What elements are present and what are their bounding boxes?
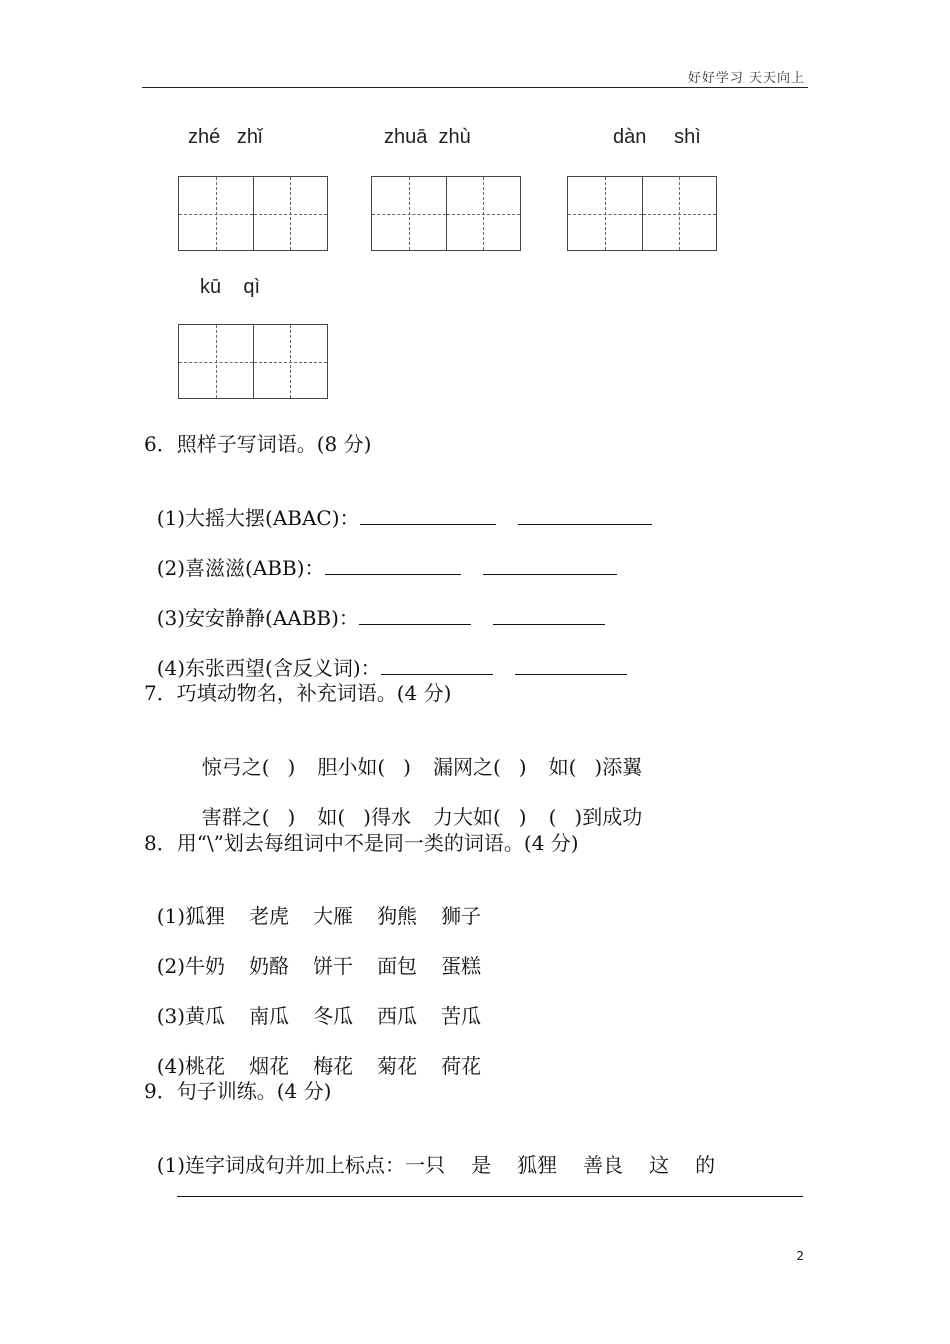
idiom-fragment: 胆小如(: [317, 755, 386, 779]
q6-item-2: [144, 528, 617, 581]
pinyin-label: kū qì: [200, 276, 261, 298]
q8-group-label: (2): [156, 954, 186, 978]
idiom-fragment: ): [287, 805, 296, 829]
word-option[interactable]: 狐狸: [185, 904, 226, 928]
word-option[interactable]: 梅花: [313, 1054, 354, 1078]
word-option[interactable]: 狗熊: [377, 904, 418, 928]
idiom-fragment: 漏网之(: [432, 755, 501, 779]
scrambled-word: 这: [649, 1153, 670, 1177]
word-option[interactable]: 菊花: [377, 1054, 418, 1078]
idiom-fragment: 如(: [317, 805, 346, 829]
question-9-title: 9．句子训练。(4 分): [144, 1079, 332, 1103]
word-option[interactable]: 西瓜: [377, 1004, 418, 1028]
q9-item-label: (1)连字词成句并加上标点：: [156, 1153, 406, 1177]
word-option[interactable]: 桃花: [185, 1054, 226, 1078]
q8-group-2: [144, 926, 481, 979]
word-option[interactable]: 狮子: [441, 904, 482, 928]
word-option[interactable]: 黄瓜: [185, 1004, 226, 1028]
q6-item-label: (1)大摇大摆(ABAC)：: [156, 506, 360, 530]
word-option[interactable]: 冬瓜: [313, 1004, 354, 1028]
answer-blank[interactable]: [515, 656, 627, 675]
idiom-fragment: ): [518, 755, 527, 779]
idiom-fragment: (: [548, 805, 557, 829]
word-option[interactable]: 大雁: [313, 904, 354, 928]
q6-item-label: (3)安安静静(AABB)：: [156, 606, 359, 630]
question-7-title: 7．巧填动物名，补充词语。(4 分): [144, 681, 452, 705]
q7-row-2: [189, 777, 642, 830]
word-option[interactable]: 荷花: [441, 1054, 482, 1078]
writing-grid[interactable]: [371, 176, 521, 251]
pinyin-label: zhuā zhù: [384, 126, 471, 148]
idiom-fragment: ): [518, 805, 527, 829]
writing-grid[interactable]: [178, 176, 328, 251]
page-number: 2: [796, 1249, 804, 1263]
scrambled-word: 善良: [583, 1153, 624, 1177]
q6-item-label: (4)东张西望(含反义词)：: [156, 656, 381, 680]
scrambled-word: 是: [471, 1153, 492, 1177]
header-motto: 好好学习 天天向上: [687, 71, 805, 86]
answer-blank[interactable]: [360, 506, 496, 525]
q6-item-4: [144, 628, 627, 681]
word-option[interactable]: 面包: [377, 954, 418, 978]
sentence-answer-line[interactable]: [177, 1196, 803, 1197]
q7-row-1: [189, 727, 642, 780]
q8-group-4: [144, 1026, 481, 1079]
idiom-fragment: 力大如(: [432, 805, 501, 829]
word-option[interactable]: 牛奶: [185, 954, 226, 978]
answer-blank[interactable]: [359, 606, 471, 625]
q6-item-label: (2)喜滋滋(ABB)：: [156, 556, 325, 580]
question-6-title: 6．照样子写词语。(8 分): [144, 432, 372, 456]
answer-blank[interactable]: [325, 556, 461, 575]
scrambled-word: 的: [695, 1153, 716, 1177]
word-option[interactable]: 老虎: [249, 904, 290, 928]
writing-grid[interactable]: [178, 324, 328, 399]
idiom-fragment: 害群之(: [201, 805, 270, 829]
writing-grid[interactable]: [567, 176, 717, 251]
word-option[interactable]: 南瓜: [249, 1004, 290, 1028]
answer-blank[interactable]: [518, 506, 652, 525]
word-option[interactable]: 奶酪: [249, 954, 290, 978]
q8-group-3: [144, 976, 481, 1029]
word-option[interactable]: 苦瓜: [441, 1004, 482, 1028]
pinyin-label: dàn shì: [613, 126, 701, 148]
answer-blank[interactable]: [483, 556, 617, 575]
idiom-fragment: )添翼: [594, 755, 643, 779]
word-option[interactable]: 烟花: [249, 1054, 290, 1078]
scrambled-word: 狐狸: [517, 1153, 558, 1177]
answer-blank[interactable]: [493, 606, 605, 625]
idiom-fragment: 如(: [548, 755, 577, 779]
q8-group-1: [144, 876, 481, 929]
word-option[interactable]: 饼干: [313, 954, 354, 978]
q6-item-3: [144, 578, 605, 631]
q8-group-label: (4): [156, 1054, 186, 1078]
q9-item-1: [144, 1125, 715, 1178]
idiom-fragment: ): [403, 755, 411, 779]
scrambled-word: 一只: [405, 1153, 446, 1177]
word-option[interactable]: 蛋糕: [441, 954, 482, 978]
idiom-fragment: )到成功: [574, 805, 643, 829]
idiom-fragment: ): [287, 755, 296, 779]
pinyin-label: zhé zhǐ: [188, 126, 263, 148]
q8-group-label: (3): [156, 1004, 186, 1028]
idiom-fragment: )得水: [363, 805, 411, 829]
idiom-fragment: 惊弓之(: [201, 755, 270, 779]
header-divider: [142, 87, 808, 88]
q6-item-1: [144, 478, 652, 531]
question-8-title: 8．用“\”划去每组词中不是同一类的词语。(4 分): [144, 831, 579, 855]
answer-blank[interactable]: [381, 656, 493, 675]
q8-group-label: (1): [156, 904, 186, 928]
